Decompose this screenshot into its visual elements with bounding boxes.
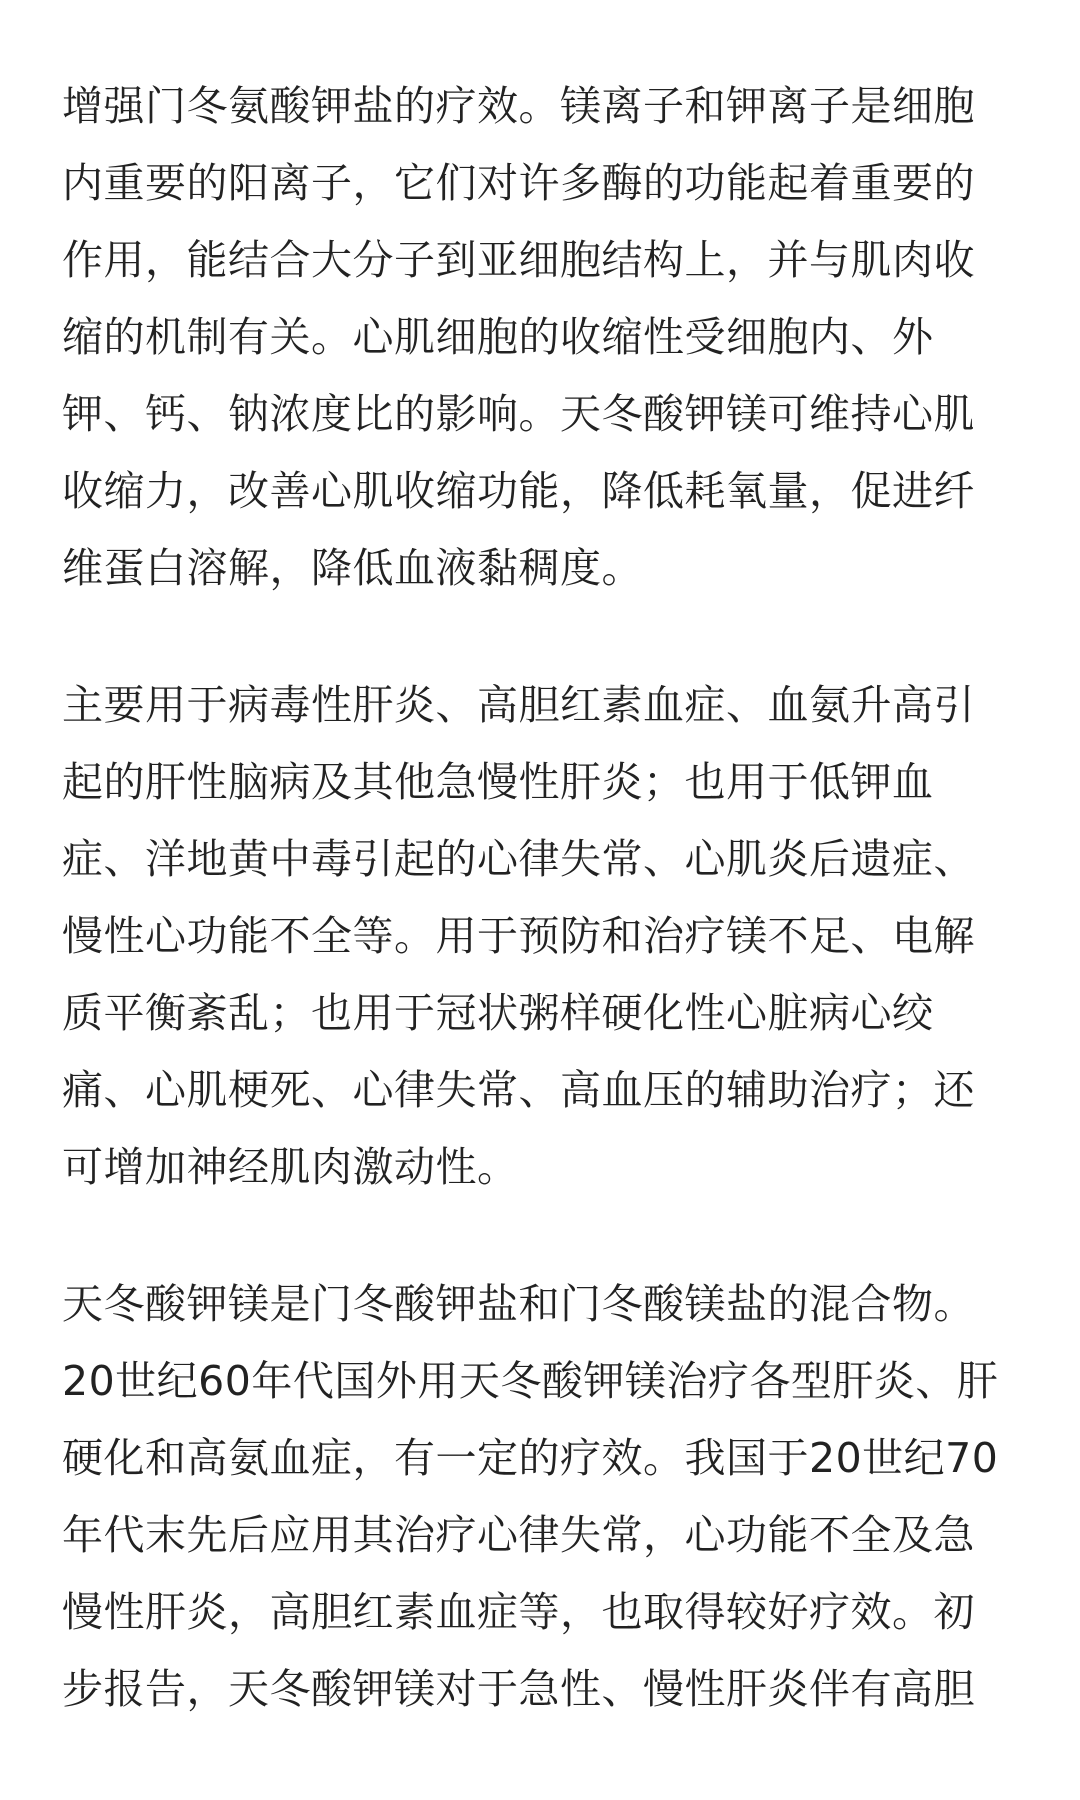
text-line: 缩的机制有关。心肌细胞的收缩性受细胞内、外 [62,313,934,361]
text-line: 慢性肝炎，高胆红素血症等，也取得较好疗效。初 [62,1588,975,1636]
text-line: 硬化和高氨血症，有一定的疗效。我国于20世纪70 [62,1434,999,1482]
text-line: 可增加神经肌肉激动性。 [62,1143,519,1191]
paragraph-1 [62,68,1018,607]
text-line: 步报告，天冬酸钾镁对于急性、慢性肝炎伴有高胆 [62,1665,975,1713]
paragraph-3 [62,1266,1018,1728]
text-line: 质平衡紊乱；也用于冠状粥样硬化性心脏病心绞 [62,989,934,1037]
text-line: 收缩力，改善心肌收缩功能，降低耗氧量，促进纤 [62,467,975,515]
text-line: 主要用于病毒性肝炎、高胆红素血症、血氨升高引 [62,681,975,729]
text-line: 增强门冬氨酸钾盐的疗效。镁离子和钾离子是细胞 [62,82,975,130]
text-line: 钾、钙、钠浓度比的影响。天冬酸钾镁可维持心肌 [62,390,975,438]
text-line: 起的肝性脑病及其他急慢性肝炎；也用于低钾血 [62,758,934,806]
text-line: 内重要的阳离子，它们对许多酶的功能起着重要的 [62,159,975,207]
text-line: 慢性心功能不全等。用于预防和治疗镁不足、电解 [62,912,975,960]
text-line: 年代末先后应用其治疗心律失常，心功能不全及急 [62,1511,975,1559]
paragraph-2 [62,667,1018,1206]
text-line: 20世纪60年代国外用天冬酸钾镁治疗各型肝炎、肝 [62,1357,999,1405]
text-line: 作用，能结合大分子到亚细胞结构上，并与肌肉收 [62,236,975,284]
text-line: 天冬酸钾镁是门冬酸钾盐和门冬酸镁盐的混合物。 [62,1280,975,1328]
text-line: 痛、心肌梗死、心律失常、高血压的辅助治疗；还 [62,1066,975,1114]
text-line: 症、洋地黄中毒引起的心律失常、心肌炎后遗症、 [62,835,975,883]
text-line: 维蛋白溶解，降低血液黏稠度。 [62,544,643,592]
